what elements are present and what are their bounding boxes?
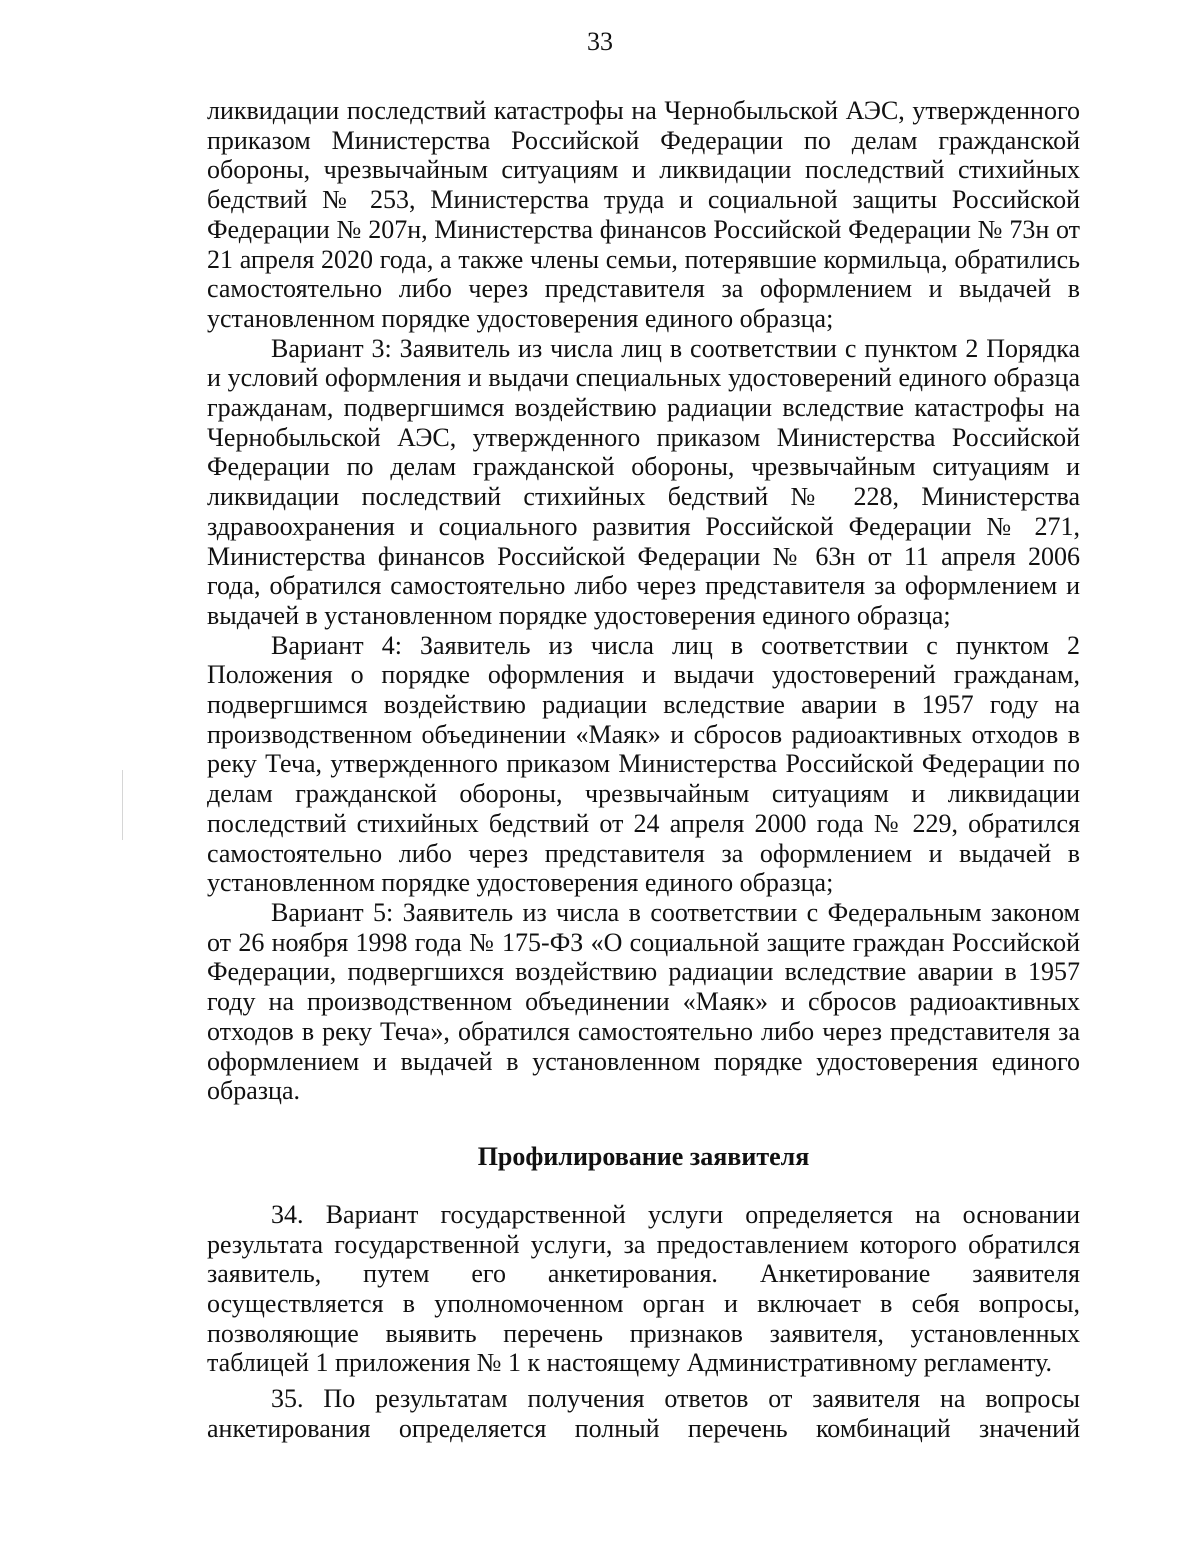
page-number: 33 [587, 27, 613, 56]
paragraph-35: 35. По результатам получения ответов от заявителя на вопросы анкетирования определяется полный перечень комбинаций значений [207, 1384, 1080, 1443]
paragraph-variant-5: Вариант 5: Заявитель из числа в соответствии с Федеральным законом от 26 ноября 1998 года № 175-ФЗ «О социальной защите граждан Российской Федерации, подвергшихся воздействию радиации вследствие аварии в 1957 году на производственном объединении «Маяк» и сбросов радиоактивных отходов в реку Теча», обратился самостоятельно либо через представителя за оформлением и выдачей в установленном порядке удостоверения единого образца. [207, 897, 1080, 1106]
paragraph-variant-4: Вариант 4: Заявитель из числа лиц в соответствии с пунктом 2 Положения о порядке оформления и выдачи удостоверений гражданам, подвергшимся воздействию радиации вследствие аварии в 1957 году на производственном объединении «Маяк» и сбросов радиоактивных отходов в реку Теча, утвержденного приказом Министерства Российской Федерации по делам гражданской обороны, чрезвычайным ситуациям и ликвидации последствий стихийных бедствий от 24 апреля 2000 года № 229, обратился самостоятельно либо через представителя за оформлением и выдачей в установленном порядке удостоверения единого образца; [207, 630, 1080, 898]
document-body [207, 96, 1080, 1444]
section-heading: Профилирование заявителя [477, 1141, 810, 1171]
paragraph-34: 34. Вариант государственной услуги определяется на основании результата государственной услуги, за предоставлением которого обратился заявитель, путем его анкетирования. Анкетирование заявителя осуществляется в уполномоченном орган и включает в себя вопросы, позволяющие выявить перечень признаков заявителя, установленных таблицей 1 приложения № 1 к настоящему Административному регламенту. [207, 1199, 1080, 1378]
scan-artifact-line [122, 770, 123, 840]
paragraph-continuation: ликвидации последствий катастрофы на Чернобыльской АЭС, утвержденного приказом Министерства Российской Федерации по делам гражданской обороны, чрезвычайным ситуациям и ликвидации последствий стихийных бедствий № 253, Министерства труда и социальной защиты Российской Федерации № 207н, Министерства финансов Российской Федерации № 73н от 21 апреля 2020 года, а также члены семьи, потерявшие кормильца, обратились самостоятельно либо через представителя за оформлением и выдачей в установленном порядке удостоверения единого образца; [207, 96, 1080, 333]
paragraph-variant-3: Вариант 3: Заявитель из числа лиц в соответствии с пунктом 2 Порядка и условий оформления и выдачи специальных удостоверений единого образца гражданам, подвергшимся воздействию радиации вследствие катастрофы на Чернобыльской АЭС, утвержденного приказом Министерства Российской Федерации по делам гражданской обороны, чрезвычайным ситуациям и ликвидации последствий стихийных бедствий № 228, Министерства здравоохранения и социального развития Российской Федерации № 271, Министерства финансов Российской Федерации № 63н от 11 апреля 2006 года, обратился самостоятельно либо через представителя за оформлением и выдачей в установленном порядке удостоверения единого образца; [207, 333, 1080, 630]
